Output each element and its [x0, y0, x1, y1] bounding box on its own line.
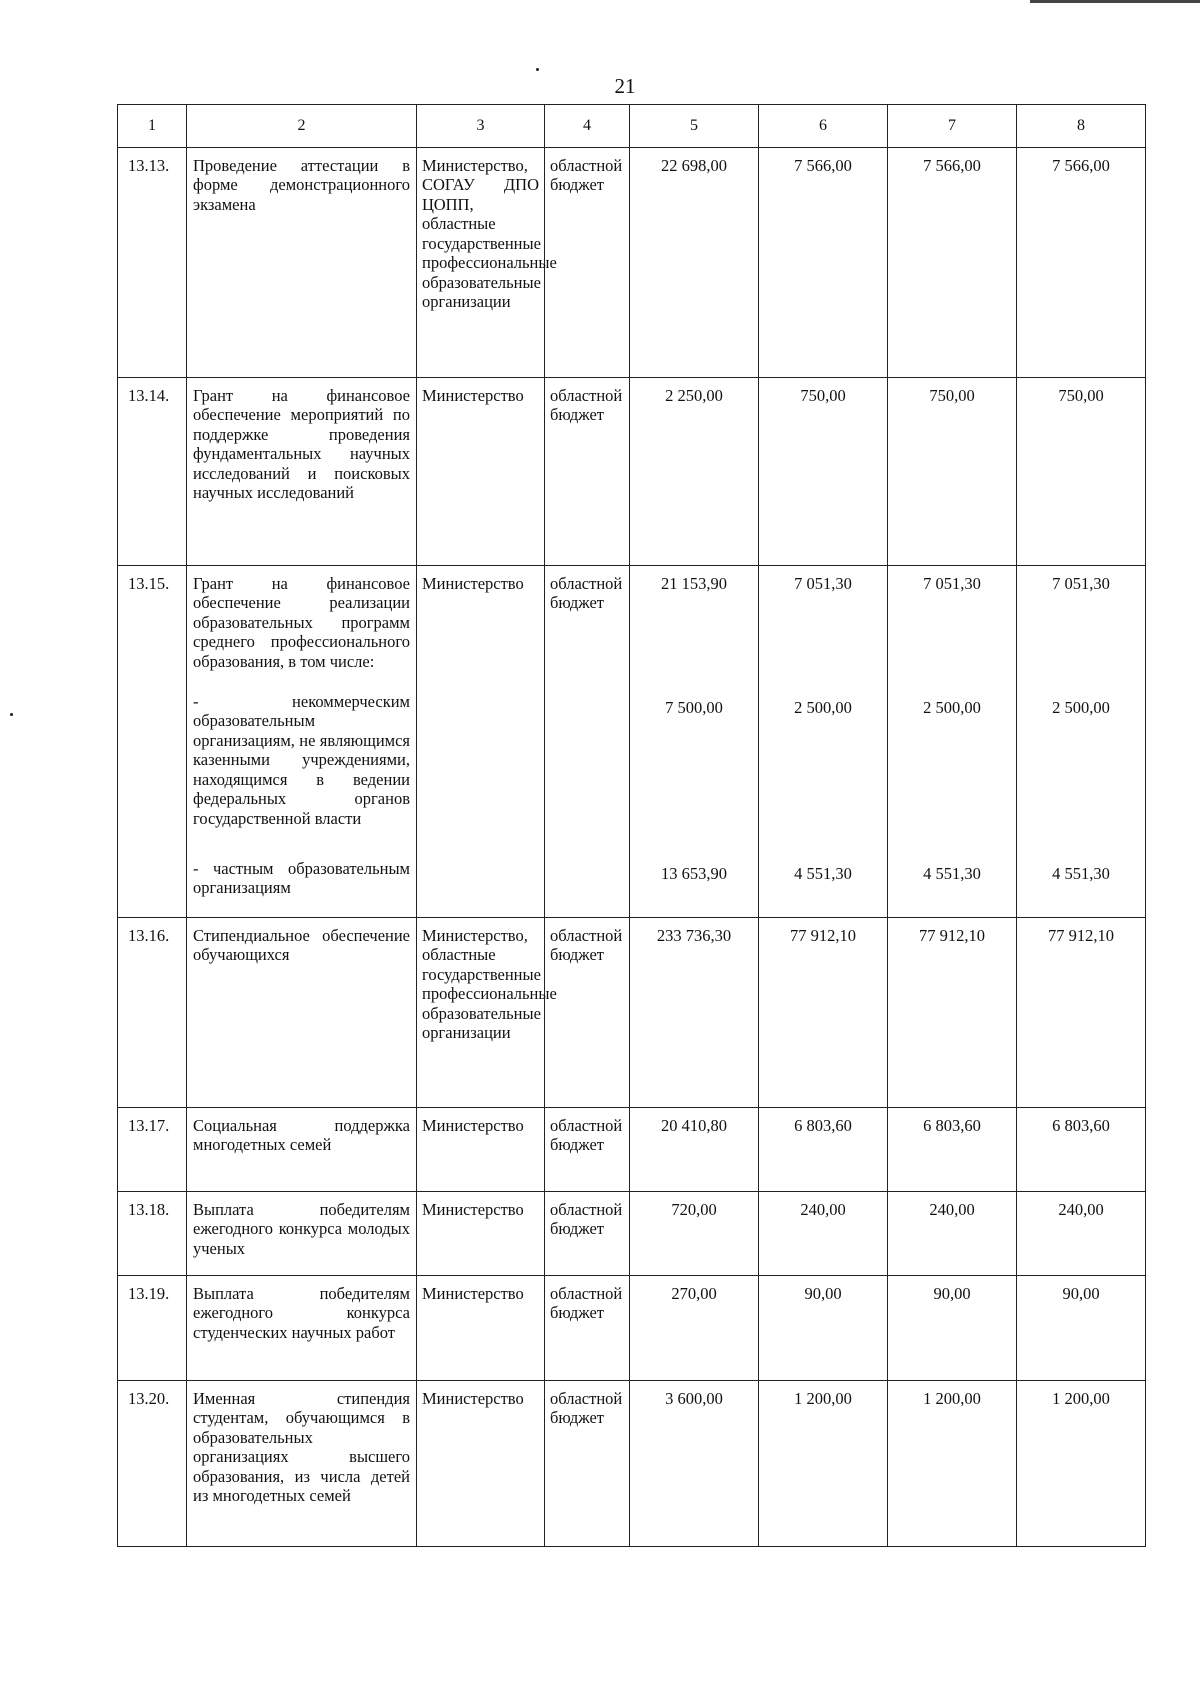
value-total: 233 736,30	[630, 918, 759, 1108]
value-year-3: 750,00	[1017, 378, 1146, 566]
table-row	[118, 378, 1146, 566]
item-source: областной бюджет	[545, 1108, 630, 1192]
item-executor: Министерство	[417, 566, 545, 918]
item-number: 13.16.	[118, 918, 187, 1108]
top-edge-rule	[1030, 0, 1200, 3]
value-year-1: 7 566,00	[759, 148, 888, 378]
sub-value-year-2: 2 500,00	[923, 698, 981, 717]
item-executor: Министерство	[417, 1108, 545, 1192]
header-row	[118, 105, 1146, 148]
table-row	[118, 566, 1146, 918]
value-year-2: 90,00	[888, 1276, 1017, 1381]
header-cell: 5	[630, 105, 759, 148]
value-year-3: 240,00	[1017, 1192, 1146, 1276]
item-executor: Министерство	[417, 1192, 545, 1276]
value-total: 270,00	[630, 1276, 759, 1381]
header-cell: 7	[888, 105, 1017, 148]
item-name: Стипендиальное обеспечение обучающихся	[187, 918, 417, 1108]
item-name: Грант на финансовое обеспечение мероприятий по поддержке проведения фундаментальных научных исследований и поисковых научных исследований	[187, 378, 417, 566]
table-row	[118, 1108, 1146, 1192]
value-year-3: 7 051,30	[1052, 574, 1110, 593]
sub-value-year-3: 2 500,00	[1052, 698, 1110, 717]
item-source: областной бюджет	[545, 918, 630, 1108]
item-number: 13.19.	[118, 1276, 187, 1381]
item-executor: Министерство, областные государственные профессиональные образовательные организации	[417, 918, 545, 1108]
value-year-2: 7 051,30	[923, 574, 981, 593]
table-row	[118, 1381, 1146, 1547]
stray-mark	[10, 713, 13, 716]
sub-value-year-2: 4 551,30	[923, 864, 981, 883]
value-year-2: 1 200,00	[888, 1381, 1017, 1547]
header-cell: 4	[545, 105, 630, 148]
item-name: Грант на финансовое обеспечение реализации образовательных программ среднего профессионального образования, в том числе:	[193, 574, 410, 671]
item-number: 13.20.	[118, 1381, 187, 1547]
item-source: областной бюджет	[545, 1276, 630, 1381]
item-executor: Министерство	[417, 1381, 545, 1547]
header-cell: 8	[1017, 105, 1146, 148]
value-year-3: 77 912,10	[1017, 918, 1146, 1108]
value-year-1: 90,00	[759, 1276, 888, 1381]
table-row	[118, 918, 1146, 1108]
item-name: Социальная поддержка многодетных семей	[187, 1108, 417, 1192]
item-source: областной бюджет	[545, 1192, 630, 1276]
item-executor: Министерство	[417, 378, 545, 566]
value-total: 21 153,90	[661, 574, 727, 593]
item-source: областной бюджет	[545, 378, 630, 566]
sub-value-year-1: 4 551,30	[794, 864, 852, 883]
sub-item-name: - некоммерческим образовательным организациям, не являющимся казенными учреждениями, находящимся в ведении федеральных органов государственной власти	[193, 692, 410, 828]
item-number: 13.15.	[118, 566, 187, 918]
header-cell: 2	[187, 105, 417, 148]
table-row	[118, 1192, 1146, 1276]
sub-value-total: 13 653,90	[661, 864, 727, 883]
table-row	[118, 148, 1146, 378]
table-row	[118, 1276, 1146, 1381]
value-year-3: 90,00	[1017, 1276, 1146, 1381]
header-cell: 6	[759, 105, 888, 148]
header-cell: 1	[118, 105, 187, 148]
value-year-2: 7 566,00	[888, 148, 1017, 378]
sub-value-year-3: 4 551,30	[1052, 864, 1110, 883]
value-year-1: 6 803,60	[759, 1108, 888, 1192]
item-name: Проведение аттестации в форме демонстрационного экзамена	[187, 148, 417, 378]
value-year-2: 6 803,60	[888, 1108, 1017, 1192]
item-source: областной бюджет	[545, 566, 630, 918]
item-number: 13.18.	[118, 1192, 187, 1276]
value-year-2: 750,00	[888, 378, 1017, 566]
page-number: 21	[614, 74, 636, 98]
item-name: Выплата победителям ежегодного конкурса молодых ученых	[187, 1192, 417, 1276]
value-year-1: 240,00	[759, 1192, 888, 1276]
sub-value-total: 7 500,00	[665, 698, 723, 717]
item-name: Именная стипендия студентам, обучающимся в образовательных организациях высшего образования, из числа детей из многодетных семей	[187, 1381, 417, 1547]
value-year-1: 77 912,10	[759, 918, 888, 1108]
value-year-1: 750,00	[759, 378, 888, 566]
value-year-3-group	[1017, 566, 1146, 918]
sub-item-name: - частным образовательным организациям	[193, 859, 410, 898]
value-total: 720,00	[630, 1192, 759, 1276]
value-year-2-group	[888, 566, 1017, 918]
item-source: областной бюджет	[545, 148, 630, 378]
value-year-2: 240,00	[888, 1192, 1017, 1276]
value-year-3: 6 803,60	[1017, 1108, 1146, 1192]
stray-mark	[536, 68, 539, 71]
item-name: Выплата победителям ежегодного конкурса студенческих научных работ	[187, 1276, 417, 1381]
item-name-group	[187, 566, 417, 918]
value-total: 20 410,80	[630, 1108, 759, 1192]
item-number: 13.13.	[118, 148, 187, 378]
header-cell: 3	[417, 105, 545, 148]
item-number: 13.14.	[118, 378, 187, 566]
item-source: областной бюджет	[545, 1381, 630, 1547]
value-year-3: 1 200,00	[1017, 1381, 1146, 1547]
value-year-1-group	[759, 566, 888, 918]
value-year-2: 77 912,10	[888, 918, 1017, 1108]
item-number: 13.17.	[118, 1108, 187, 1192]
item-executor: Министерство, СОГАУ ДПО ЦОПП, областные государственные профессиональные образовательные организации	[417, 148, 545, 378]
value-year-3: 7 566,00	[1017, 148, 1146, 378]
value-total-group	[630, 566, 759, 918]
value-year-1: 7 051,30	[794, 574, 852, 593]
value-total: 3 600,00	[630, 1381, 759, 1547]
sub-value-year-1: 2 500,00	[794, 698, 852, 717]
value-year-1: 1 200,00	[759, 1381, 888, 1547]
budget-table	[117, 104, 1146, 1547]
value-total: 22 698,00	[630, 148, 759, 378]
item-executor: Министерство	[417, 1276, 545, 1381]
value-total: 2 250,00	[630, 378, 759, 566]
